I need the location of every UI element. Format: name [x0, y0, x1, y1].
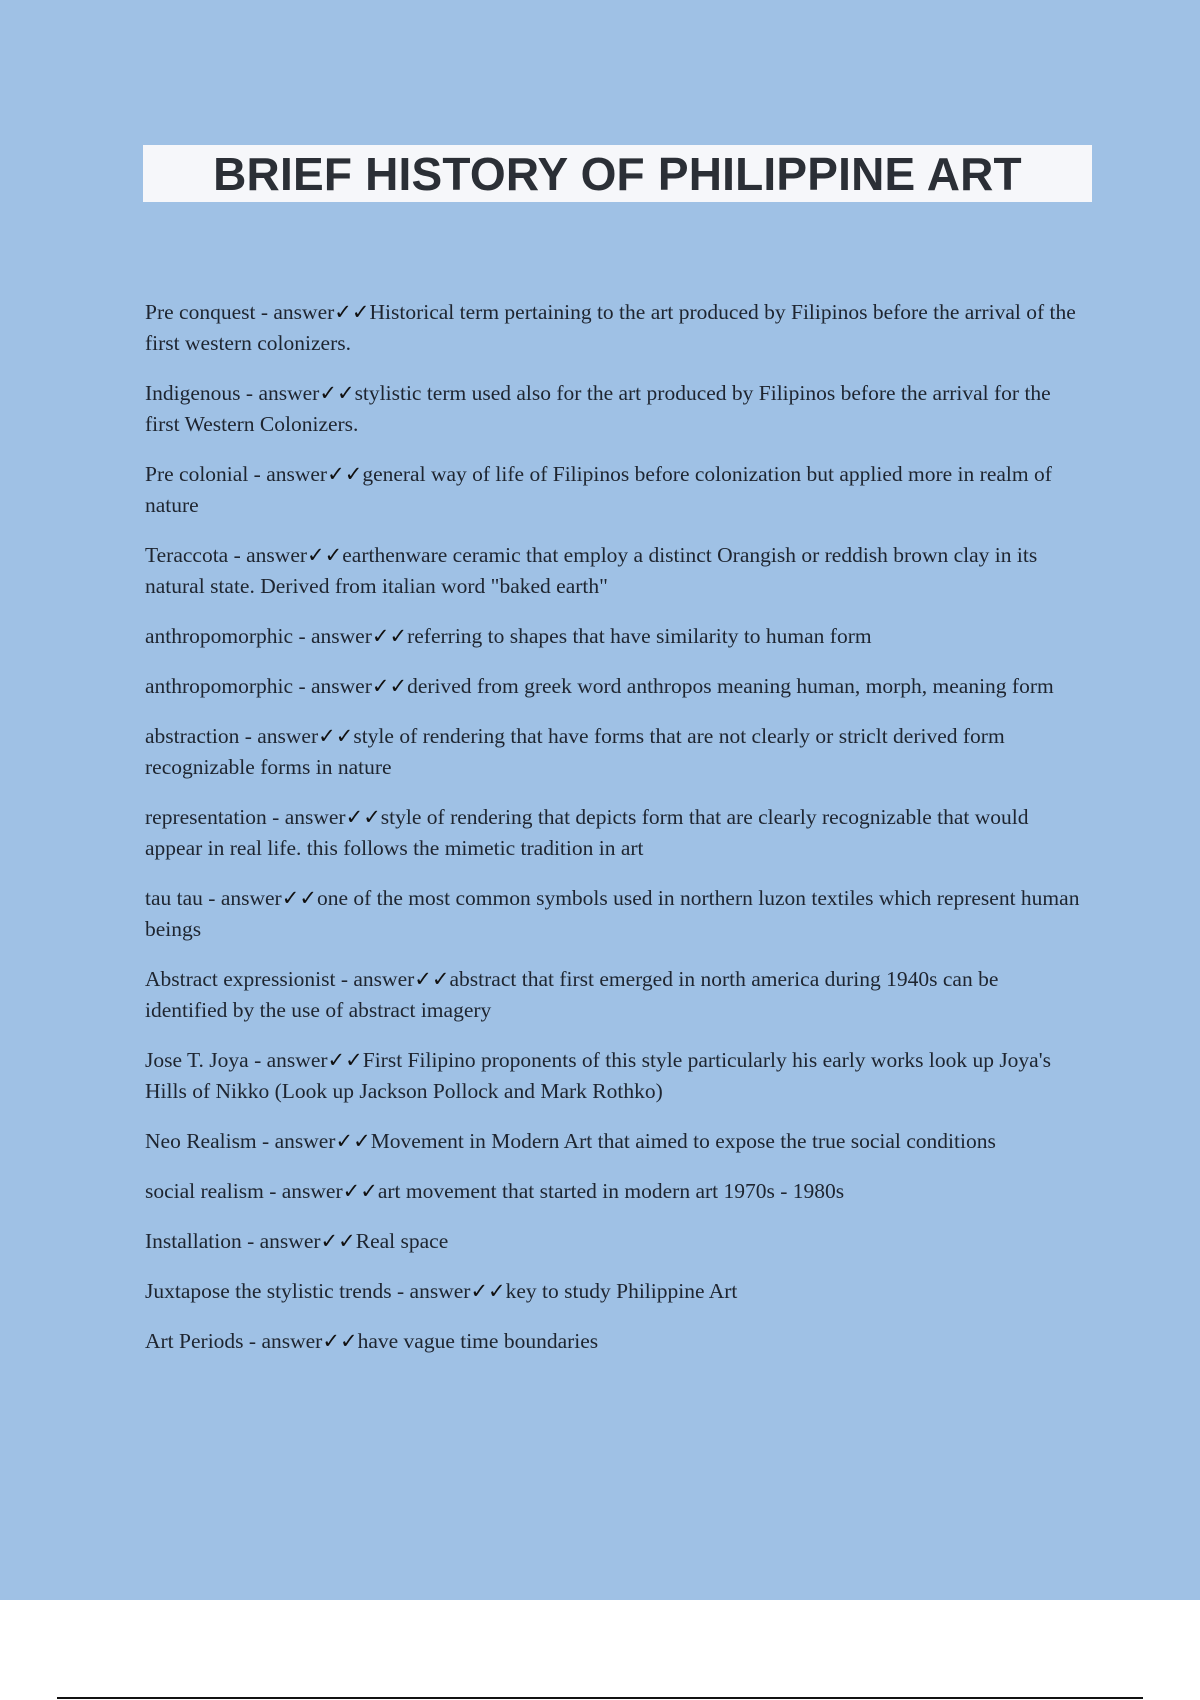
entry-term: Juxtapose the stylistic trends: [145, 1279, 392, 1303]
footer-divider: [57, 1697, 1143, 1699]
entry-separator: - answer: [241, 1229, 321, 1253]
entry-separator: - answer: [248, 462, 328, 486]
entry-definition: one of the most common symbols used in northern luzon textiles which represent human beings: [145, 886, 1080, 941]
page-title: BRIEF HISTORY OF PHILIPPINE ART: [213, 147, 1022, 200]
flashcard-entry: [145, 1126, 1080, 1157]
entry-separator: - answer: [293, 624, 372, 648]
entry-separator: - answer: [243, 1329, 323, 1353]
entry-separator: - answer: [248, 1048, 328, 1072]
title-banner: [143, 145, 1092, 202]
entry-separator: - answer: [228, 543, 308, 567]
double-check-icon: ✓✓: [307, 543, 343, 567]
entry-term: Art Periods: [145, 1329, 244, 1353]
entry-definition: derived from greek word anthropos meaning human, morph, meaning form: [407, 674, 1054, 698]
entry-separator: - answer: [202, 886, 282, 910]
double-check-icon: ✓✓: [318, 724, 354, 748]
entry-definition: general way of life of Filipinos before colonization but applied more in realm of nature: [145, 462, 1052, 517]
entry-separator: - answer: [266, 805, 346, 829]
entry-term: Jose T. Joya: [145, 1048, 249, 1072]
double-check-icon: ✓✓: [371, 624, 408, 648]
entry-term: abstraction: [145, 724, 240, 748]
entry-term: Neo Realism: [145, 1129, 257, 1153]
entry-term: representation: [145, 805, 267, 829]
double-check-icon: ✓✓: [335, 1129, 371, 1153]
flashcard-entry: [145, 1226, 1080, 1257]
entry-term: anthropomorphic: [145, 674, 294, 698]
flashcard-entry: [145, 802, 1080, 864]
flashcard-entry: [145, 621, 1080, 652]
flashcard-entry: [145, 1326, 1080, 1357]
entry-definition: stylistic term used also for the art produced by Filipinos before the arrival for the first Western Colonizers.: [145, 381, 1051, 436]
double-check-icon: ✓✓: [327, 462, 363, 486]
flashcard-entry: [145, 671, 1080, 702]
entry-separator: - answer: [240, 381, 320, 405]
entry-term: social realism: [145, 1179, 264, 1203]
double-check-icon: ✓✓: [371, 674, 408, 698]
double-check-icon: ✓✓: [334, 300, 370, 324]
entry-term: Indigenous: [145, 381, 241, 405]
entry-term: Teraccota: [145, 543, 229, 567]
flashcard-entry: [145, 721, 1080, 783]
double-check-icon: ✓✓: [322, 1329, 358, 1353]
entry-separator: - answer: [335, 967, 415, 991]
entry-separator: - answer: [263, 1179, 343, 1203]
entry-separator: - answer: [255, 300, 335, 324]
entry-definition: earthenware ceramic that employ a distinct Orangish or reddish brown clay in its natural state. Derived from italian word "baked earth": [145, 543, 1038, 598]
double-check-icon: ✓✓: [345, 805, 381, 829]
flashcard-entry: [145, 378, 1080, 440]
flashcard-entry: [145, 1276, 1080, 1307]
double-check-icon: ✓✓: [342, 1179, 378, 1203]
double-check-icon: ✓✓: [470, 1279, 506, 1303]
entry-definition: art movement that started in modern art 1970s - 1980s: [377, 1179, 845, 1203]
entry-term: Pre colonial: [145, 462, 249, 486]
flashcard-entry: [145, 297, 1080, 359]
entry-definition: style of rendering that have forms that are not clearly or striclt derived form recognizable forms in nature: [145, 724, 1005, 779]
flashcard-list: [145, 297, 1080, 1376]
entry-definition: Historical term pertaining to the art produced by Filipinos before the arrival of the first western colonizers.: [145, 300, 1076, 355]
double-check-icon: ✓✓: [320, 1229, 356, 1253]
double-check-icon: ✓✓: [281, 886, 317, 910]
entry-definition: abstract that first emerged in north america during 1940s can be identified by the use of abstract imagery: [145, 967, 999, 1022]
entry-term: Installation: [145, 1229, 242, 1253]
entry-definition: First Filipino proponents of this style particularly his early works look up Joya's Hills of Nikko (Look up Jackson Pollock and Mark Rothko): [145, 1048, 1051, 1103]
double-check-icon: ✓✓: [319, 381, 355, 405]
entry-term: Abstract expressionist: [145, 967, 336, 991]
entry-definition: Movement in Modern Art that aimed to expose the true social conditions: [370, 1129, 996, 1153]
entry-separator: - answer: [391, 1279, 471, 1303]
entry-term: Pre conquest: [145, 300, 256, 324]
entry-separator: - answer: [256, 1129, 336, 1153]
flashcard-entry: [145, 883, 1080, 945]
entry-definition: have vague time boundaries: [357, 1329, 599, 1353]
flashcard-entry: [145, 1045, 1080, 1107]
double-check-icon: ✓✓: [414, 967, 450, 991]
flashcard-entry: [145, 1176, 1080, 1207]
entry-definition: Real space: [355, 1229, 449, 1253]
entry-term: tau tau: [145, 886, 203, 910]
entry-term: anthropomorphic: [145, 624, 294, 648]
entry-separator: - answer: [293, 674, 372, 698]
entry-definition: style of rendering that depicts form that are clearly recognizable that would appear in real life. this follows the mimetic tradition in art: [145, 805, 1029, 860]
flashcard-entry: [145, 964, 1080, 1026]
flashcard-entry: [145, 540, 1080, 602]
double-check-icon: ✓✓: [327, 1048, 363, 1072]
entry-definition: key to study Philippine Art: [505, 1279, 738, 1303]
flashcard-entry: [145, 459, 1080, 521]
entry-separator: - answer: [239, 724, 319, 748]
entry-definition: referring to shapes that have similarity to human form: [407, 624, 872, 648]
